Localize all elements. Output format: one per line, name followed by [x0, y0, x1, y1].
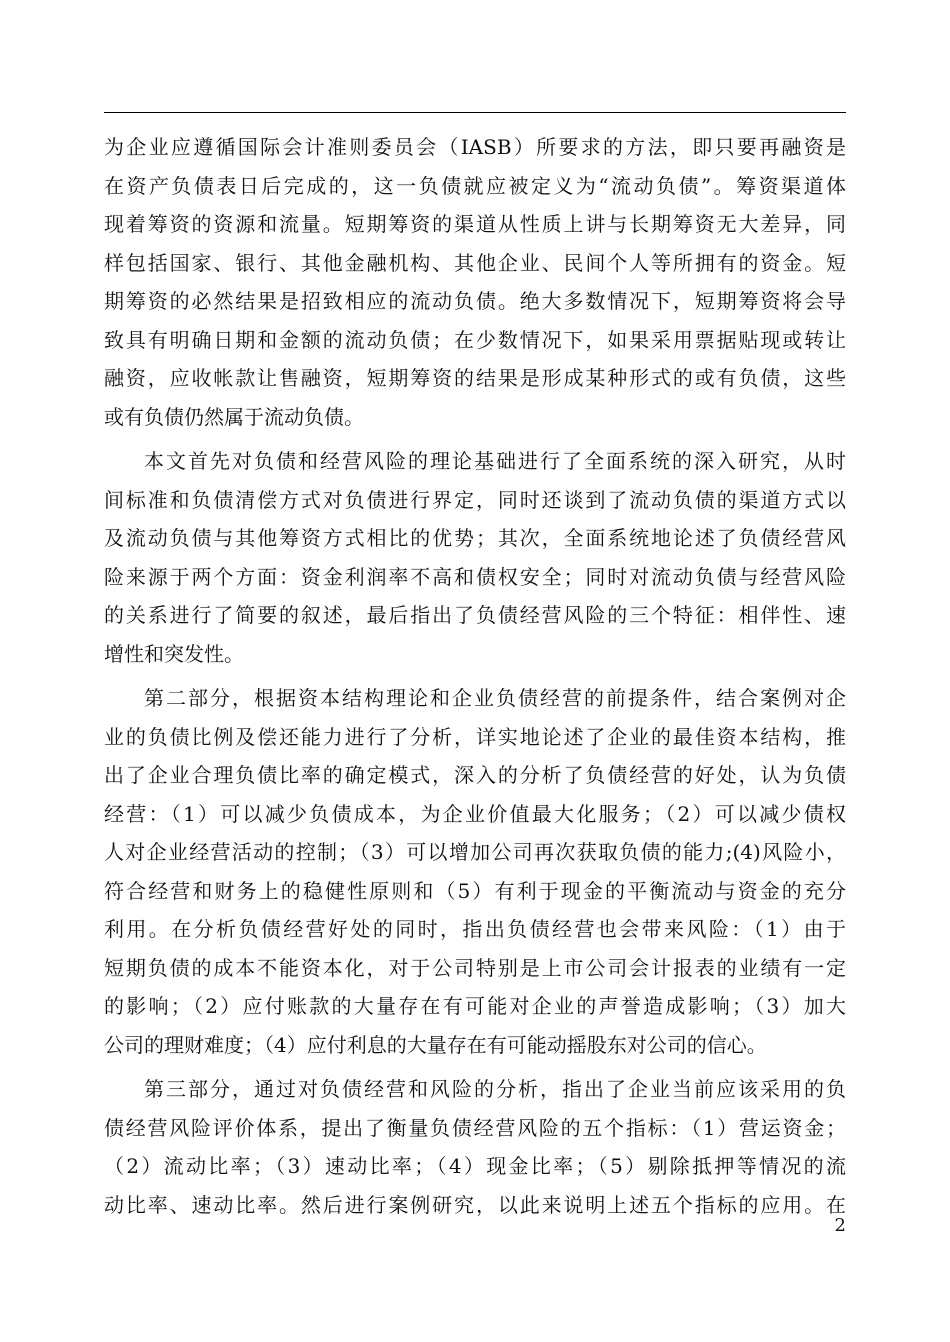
page-number: 2: [834, 1215, 846, 1236]
text-line: 人对企业经营活动的控制；（3）可以增加公司再次获取负债的能力;(4)风险小，: [104, 840, 846, 864]
text-line: 险来源于两个方面：资金利润率不高和债权安全；同时对流动负债与经营风险: [104, 564, 846, 589]
text-line: 的影响；（2）应付账款的大量存在有可能对企业的声誉造成影响；（3）加大: [104, 994, 846, 1018]
text-line: 公司的理财难度；（4）应付利息的大量存在有可能动摇股东对公司的信心。: [104, 1032, 767, 1057]
text-line: 第二部分，根据资本结构理论和企业负债经营的前提条件，结合案例对企: [144, 686, 846, 710]
text-line: （2）流动比率；（3）速动比率；（4）现金比率；（5）剔除抵押等情况的流: [104, 1154, 846, 1178]
text-line: 业的负债比例及偿还能力进行了分析，详实地论述了企业的最佳资本结构，推: [104, 724, 846, 749]
paragraph-3: [104, 679, 846, 1064]
text-line: 融资，应收帐款让售融资，短期筹资的结果是形成某种形式的或有负债，这些: [104, 366, 846, 390]
text-line: 间标准和负债清偿方式对负债进行界定，同时还谈到了流动负债的渠道方式以: [104, 487, 846, 512]
text-line: 致具有明确日期和金额的流动负债；在少数情况下，如果采用票据贴现或转让: [104, 327, 846, 352]
text-line: 利用。在分析负债经营好处的同时，指出负债经营也会带来风险：（1）由于: [104, 917, 846, 941]
text-line: 在资产负债表日后完成的，这一负债就应被定义为“流动负债”。筹资渠道体: [104, 173, 846, 198]
text-line: 符合经营和财务上的稳健性原则和（5）有利于现金的平衡流动与资金的充分: [104, 878, 846, 903]
text-line: 及流动负债与其他筹资方式相比的优势；其次，全面系统地论述了负债经营风: [104, 526, 846, 550]
text-line: 样包括国家、银行、其他金融机构、其他企业、民间个人等所拥有的资金。短: [104, 250, 846, 275]
paragraph-2: [104, 442, 846, 673]
text-line: 或有负债仍然属于流动负债。: [104, 404, 364, 429]
paragraph-4: [104, 1070, 846, 1224]
header-rule: [104, 112, 846, 113]
text-line: 增性和突发性。: [104, 641, 244, 666]
text-line: 债经营风险评价体系，提出了衡量负债经营风险的五个指标：（1）营运资金；: [104, 1115, 846, 1140]
text-line: 动比率、速动比率。然后进行案例研究，以此来说明上述五个指标的应用。在: [104, 1192, 846, 1217]
text-line: 短期负债的成本不能资本化，对于公司特别是上市公司会计报表的业绩有一定: [104, 955, 846, 980]
text-line: 经营：（1）可以减少负债成本，为企业价值最大化服务；（2）可以减少债权: [104, 801, 846, 826]
document-body: [104, 128, 846, 1224]
text-line: 出了企业合理负债比率的确定模式，深入的分析了负债经营的好处，认为负债: [104, 763, 846, 787]
text-line: 本文首先对负债和经营风险的理论基础进行了全面系统的深入研究，从时: [144, 449, 846, 473]
text-line: 现着筹资的资源和流量。短期筹资的渠道从性质上讲与长期筹资无大差异，同: [104, 212, 846, 236]
text-line: 的关系进行了简要的叙述，最后指出了负债经营风险的三个特征：相伴性、速: [104, 603, 846, 627]
text-line: 为企业应遵循国际会计准则委员会（IASB）所要求的方法，即只要再融资是: [104, 135, 846, 159]
text-line: 期筹资的必然结果是招致相应的流动负债。绝大多数情况下，短期筹资将会导: [104, 289, 846, 313]
text-line: 第三部分，通过对负债经营和风险的分析，指出了企业当前应该采用的负: [144, 1077, 846, 1101]
paragraph-1: [104, 128, 846, 436]
